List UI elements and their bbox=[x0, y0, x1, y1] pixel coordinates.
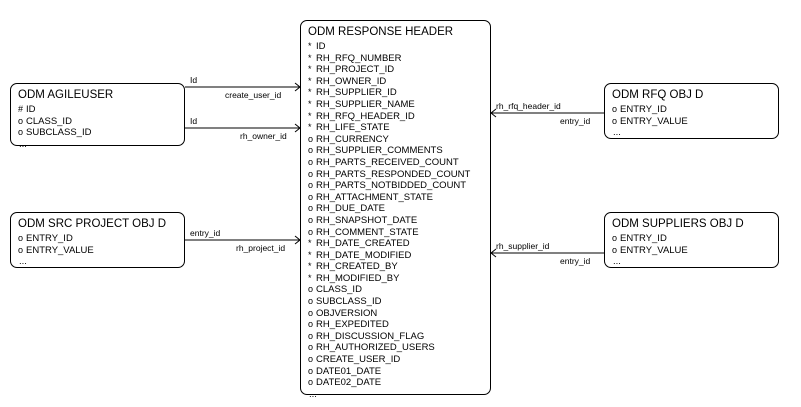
attribute-marker: o bbox=[308, 156, 314, 167]
attribute-row bbox=[308, 319, 484, 331]
attribute-row bbox=[18, 116, 178, 128]
attribute-row bbox=[18, 104, 178, 116]
attribute-marker: o bbox=[612, 244, 618, 255]
attribute-marker: * bbox=[308, 41, 312, 51]
attribute-row bbox=[18, 233, 178, 245]
attribute-marker: * bbox=[308, 75, 312, 86]
attribute-name: SUBCLASS_ID bbox=[26, 127, 92, 139]
attribute-row bbox=[308, 169, 484, 181]
attribute-row bbox=[308, 342, 484, 354]
attribute-row bbox=[308, 192, 484, 204]
attribute-name: RH_PARTS_NOTBIDDED_COUNT bbox=[316, 180, 467, 192]
edge-label-rh-rfq-header-target: entry_id bbox=[560, 116, 591, 126]
attribute-name: RH_RFQ_HEADER_ID bbox=[316, 110, 415, 122]
attribute-name: RH_PARTS_RESPONDED_COUNT bbox=[316, 168, 471, 180]
attribute-row bbox=[612, 116, 772, 128]
attribute-name: RH_PARTS_RECEIVED_COUNT bbox=[316, 156, 459, 168]
attribute-list bbox=[18, 104, 178, 139]
attribute-name: DATE02_DATE bbox=[316, 377, 382, 389]
attribute-marker: o bbox=[612, 115, 618, 126]
attribute-name: RH_RFQ_NUMBER bbox=[316, 52, 402, 64]
attribute-marker: * bbox=[308, 272, 312, 283]
attribute-name: RH_LIFE_STATE bbox=[316, 122, 390, 134]
edge-label-rh-project-target: rh_project_id bbox=[236, 243, 286, 253]
entity-title: ODM SUPPLIERS OBJ D bbox=[612, 218, 744, 230]
attribute-row bbox=[308, 180, 484, 192]
entity-title: ODM SRC PROJECT OBJ D bbox=[18, 218, 167, 230]
edge-label-create-user-source: Id bbox=[190, 75, 198, 85]
attribute-name: RH_DISCUSSION_FLAG bbox=[316, 330, 425, 342]
attribute-marker: o bbox=[308, 330, 314, 341]
attribute-row bbox=[308, 87, 484, 99]
edge-label-rh-supplier-target: entry_id bbox=[560, 256, 591, 266]
attribute-row bbox=[612, 104, 772, 116]
attribute-list bbox=[612, 233, 772, 256]
attribute-more-indicator: ... bbox=[19, 256, 27, 268]
attribute-marker: o bbox=[18, 233, 24, 243]
attribute-row bbox=[308, 296, 484, 308]
attribute-row bbox=[308, 145, 484, 157]
attribute-name: ENTRY_ID bbox=[620, 233, 667, 244]
attribute-row bbox=[308, 203, 484, 215]
attribute-name: RH_MODIFIED_BY bbox=[316, 272, 400, 284]
attribute-more-indicator: ... bbox=[19, 138, 27, 150]
attribute-marker: * bbox=[308, 87, 312, 98]
attribute-row bbox=[18, 245, 178, 257]
attribute-row bbox=[308, 157, 484, 169]
attribute-name: CREATE_USER_ID bbox=[316, 354, 401, 366]
attribute-name: ENTRY_ID bbox=[26, 233, 73, 244]
attribute-name: RH_OWNER_ID bbox=[316, 75, 387, 87]
attribute-name: SUBCLASS_ID bbox=[316, 296, 382, 308]
attribute-row bbox=[308, 366, 484, 378]
entity-odm-agileuser[interactable] bbox=[10, 83, 185, 150]
attribute-marker: o bbox=[612, 233, 618, 243]
attribute-row bbox=[308, 134, 484, 146]
attribute-more-indicator: ... bbox=[309, 388, 317, 400]
entity-odm-suppliers-obj-d[interactable] bbox=[604, 212, 779, 268]
entity-title: ODM AGILEUSER bbox=[18, 89, 114, 101]
attribute-row bbox=[612, 245, 772, 257]
edge-label-rh-owner-target: rh_owner_id bbox=[240, 131, 287, 141]
attribute-name: ENTRY_VALUE bbox=[620, 115, 688, 127]
attribute-name: RH_DUE_DATE bbox=[316, 203, 385, 215]
attribute-row bbox=[308, 354, 484, 366]
attribute-marker: o bbox=[308, 365, 314, 376]
attribute-name: RH_DATE_MODIFIED bbox=[316, 249, 412, 261]
attribute-row bbox=[308, 377, 484, 389]
attribute-more-indicator: ... bbox=[613, 127, 621, 139]
attribute-list bbox=[612, 104, 772, 127]
attribute-row bbox=[18, 127, 178, 139]
attribute-name: RH_EXPEDITED bbox=[316, 319, 389, 331]
entity-title: ODM RFQ OBJ D bbox=[612, 89, 704, 101]
attribute-marker: o bbox=[18, 115, 24, 126]
attribute-name: DATE01_DATE bbox=[316, 365, 382, 377]
attribute-row bbox=[308, 215, 484, 227]
attribute-name: RH_SUPPLIER_COMMENTS bbox=[316, 145, 443, 157]
attribute-marker: o bbox=[308, 226, 314, 237]
entity-odm-src-project-obj-d[interactable] bbox=[10, 212, 185, 268]
attribute-marker: o bbox=[612, 104, 618, 114]
attribute-marker: o bbox=[308, 214, 314, 225]
edge-label-create-user-target: create_user_id bbox=[225, 90, 282, 100]
attribute-marker: o bbox=[308, 296, 314, 307]
entity-odm-rfq-obj-d[interactable] bbox=[604, 83, 779, 139]
attribute-marker: o bbox=[308, 133, 314, 144]
attribute-row bbox=[308, 261, 484, 273]
attribute-marker: o bbox=[18, 127, 24, 138]
attribute-marker: o bbox=[18, 244, 24, 255]
attribute-row bbox=[308, 250, 484, 262]
attribute-marker: o bbox=[308, 354, 314, 365]
attribute-row bbox=[308, 111, 484, 123]
attribute-row bbox=[308, 99, 484, 111]
attribute-name: CLASS_ID bbox=[26, 115, 72, 127]
attribute-marker: o bbox=[308, 168, 314, 179]
attribute-name: RH_COMMENT_STATE bbox=[316, 226, 419, 238]
attribute-marker: o bbox=[308, 307, 314, 318]
attribute-row bbox=[308, 331, 484, 343]
attribute-name: OBJVERSION bbox=[316, 307, 378, 319]
attribute-marker: o bbox=[308, 342, 314, 353]
edge-label-rh-owner-source: Id bbox=[190, 116, 198, 126]
edge-label-rh-rfq-header-source: rh_rfq_header_id bbox=[496, 101, 561, 111]
attribute-marker: * bbox=[308, 98, 312, 109]
attribute-name: ID bbox=[26, 104, 36, 115]
attribute-marker: o bbox=[308, 180, 314, 191]
attribute-marker: o bbox=[308, 319, 314, 330]
attribute-name: RH_CREATED_BY bbox=[316, 261, 398, 273]
attribute-name: ID bbox=[316, 41, 326, 52]
attribute-marker: # bbox=[18, 104, 24, 114]
attribute-marker: * bbox=[308, 122, 312, 133]
attribute-marker: o bbox=[308, 377, 314, 388]
attribute-name: RH_AUTHORIZED_USERS bbox=[316, 342, 435, 354]
attribute-name: ENTRY_VALUE bbox=[620, 244, 688, 256]
attribute-row bbox=[308, 41, 484, 53]
edge-label-rh-project-source: entry_id bbox=[190, 228, 221, 238]
attribute-name: RH_ATTACHMENT_STATE bbox=[316, 191, 433, 203]
attribute-marker: o bbox=[308, 203, 314, 214]
attribute-marker: * bbox=[308, 64, 312, 75]
entity-odm-response-header[interactable] bbox=[300, 20, 491, 400]
attribute-marker: * bbox=[308, 261, 312, 272]
attribute-row bbox=[308, 308, 484, 320]
entity-title: ODM RESPONSE HEADER bbox=[308, 26, 454, 38]
attribute-row bbox=[308, 64, 484, 76]
attribute-marker: * bbox=[308, 110, 312, 121]
edge-label-rh-supplier-source: rh_supplier_id bbox=[496, 241, 550, 251]
attribute-name: RH_DATE_CREATED bbox=[316, 238, 410, 250]
attribute-row bbox=[308, 238, 484, 250]
attribute-row bbox=[308, 227, 484, 239]
attribute-row bbox=[308, 273, 484, 285]
attribute-marker: * bbox=[308, 52, 312, 63]
attribute-row bbox=[612, 233, 772, 245]
attribute-name: ENTRY_VALUE bbox=[26, 244, 94, 256]
attribute-name: RH_PROJECT_ID bbox=[316, 64, 395, 76]
attribute-name: ENTRY_ID bbox=[620, 104, 667, 115]
attribute-row bbox=[308, 122, 484, 134]
attribute-name: RH_SUPPLIER_ID bbox=[316, 87, 397, 99]
attribute-marker: * bbox=[308, 249, 312, 260]
attribute-name: RH_SNAPSHOT_DATE bbox=[316, 214, 418, 226]
attribute-name: CLASS_ID bbox=[316, 284, 362, 296]
attribute-row bbox=[308, 284, 484, 296]
attribute-name: RH_CURRENCY bbox=[316, 133, 389, 145]
attribute-row bbox=[308, 53, 484, 65]
attribute-row bbox=[308, 76, 484, 88]
attribute-marker: o bbox=[308, 191, 314, 202]
attribute-marker: o bbox=[308, 145, 314, 156]
attribute-list bbox=[18, 233, 178, 256]
attribute-list bbox=[308, 41, 484, 389]
attribute-marker: o bbox=[308, 284, 314, 295]
attribute-marker: * bbox=[308, 238, 312, 249]
attribute-more-indicator: ... bbox=[613, 256, 621, 268]
attribute-name: RH_SUPPLIER_NAME bbox=[316, 98, 415, 110]
